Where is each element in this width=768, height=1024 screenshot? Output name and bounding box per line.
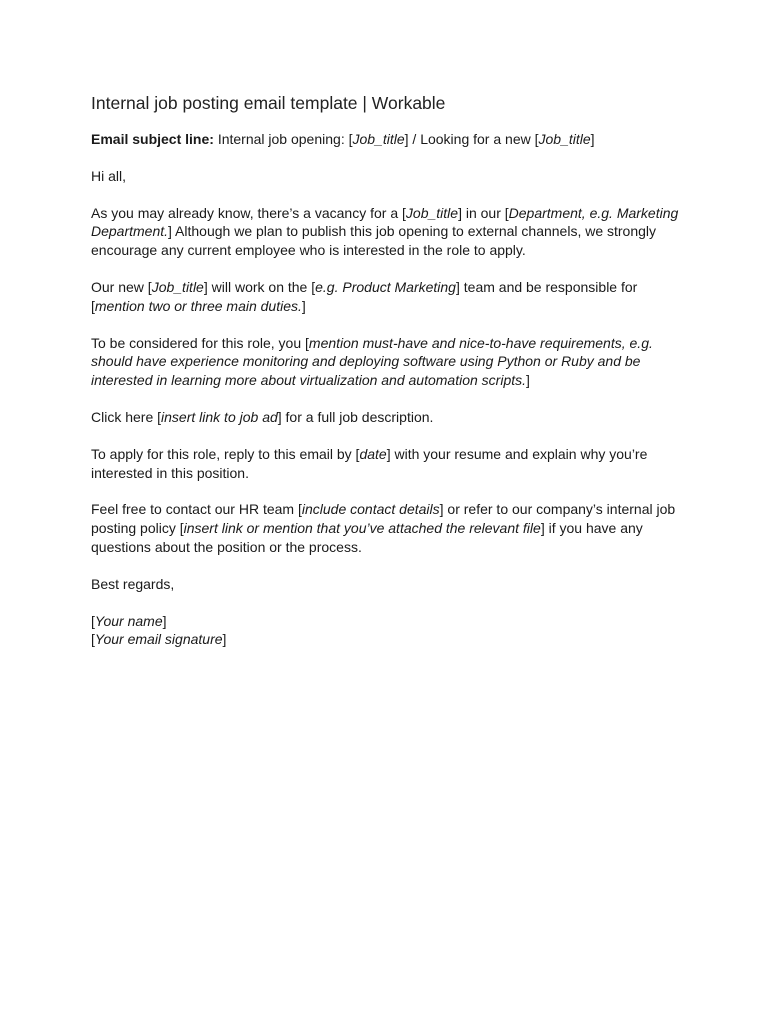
paragraph-role bbox=[91, 278, 691, 316]
paragraph-text: To apply for this role, reply to this email by [ bbox=[91, 445, 360, 462]
paragraph-text: As you may already know, there’s a vacancy for a [ bbox=[91, 204, 406, 221]
paragraph-apply bbox=[91, 445, 691, 483]
email-subject-line bbox=[91, 130, 691, 149]
placeholder-department: Department, e.g. Marketing Department. bbox=[91, 204, 679, 240]
subject-text: ] bbox=[590, 131, 595, 147]
paragraph-text: ] Although we plan to publish this job opening to external channels, we strongly encourage any current employee who is interested in the role to apply. bbox=[91, 223, 657, 259]
signature-name-line bbox=[91, 612, 691, 631]
placeholder-email-signature: Your email signature bbox=[94, 631, 223, 648]
paragraph-text: ] with your resume and explain why you’re interested in this position. bbox=[91, 445, 648, 481]
placeholder-policy-link: insert link or mention that you’ve attached the relevant file bbox=[183, 520, 541, 537]
subject-text: Internal job opening: [ bbox=[213, 131, 353, 147]
paragraph-text: To be considered for this role, you [ bbox=[91, 334, 309, 351]
paragraph-vacancy bbox=[91, 204, 691, 260]
placeholder-your-name: Your name bbox=[94, 612, 163, 629]
placeholder-job-ad-link: insert link to job ad bbox=[161, 408, 278, 425]
placeholder-job-title: Job_title bbox=[151, 278, 204, 295]
paragraph-text: ] for a full job description. bbox=[277, 408, 434, 425]
paragraph-text: ] bbox=[301, 297, 306, 314]
placeholder-date: date bbox=[359, 445, 387, 462]
paragraph-text: Feel free to contact our HR team [ bbox=[91, 501, 302, 518]
document-title: Internal job posting email template | Workable bbox=[91, 93, 446, 113]
bracket: [ bbox=[91, 612, 95, 629]
document-page bbox=[91, 92, 691, 649]
paragraph-text: ] will work on the [ bbox=[203, 278, 316, 295]
bracket: ] bbox=[222, 631, 227, 648]
placeholder-team: e.g. Product Marketing bbox=[315, 278, 456, 295]
paragraph-job-ad-link bbox=[91, 408, 691, 427]
subject-text: ] / Looking for a new [ bbox=[404, 131, 539, 147]
signature-email-line bbox=[91, 630, 691, 649]
placeholder-job-title: Job_title bbox=[405, 204, 459, 221]
paragraph-text: ] in our [ bbox=[458, 204, 509, 221]
paragraph-text: ] or refer to our company’s internal job posting policy [ bbox=[91, 501, 676, 537]
paragraph-text: Click here [ bbox=[91, 408, 162, 425]
paragraph-contact bbox=[91, 500, 691, 556]
paragraph-text: ] team and be responsible for [ bbox=[91, 278, 638, 314]
placeholder-duties: mention two or three main duties. bbox=[94, 297, 302, 314]
placeholder-contact-details: include contact details bbox=[301, 501, 440, 518]
closing: Best regards, bbox=[91, 575, 175, 592]
subject-label: Email subject line: bbox=[91, 131, 214, 147]
bracket: ] bbox=[162, 612, 167, 629]
placeholder-requirements: mention must-have and nice-to-have requirements, e.g. should have experience monitoring and deploying software using Python or Ruby and be interested in learning more about virtualization and automation scripts. bbox=[91, 334, 653, 389]
paragraph-requirements bbox=[91, 334, 691, 390]
bracket: [ bbox=[91, 631, 95, 648]
paragraph-text: ] bbox=[526, 372, 530, 389]
signature-block bbox=[91, 612, 691, 650]
greeting: Hi all, bbox=[91, 167, 127, 184]
paragraph-text: Our new [ bbox=[91, 278, 152, 295]
paragraph-text: ] if you have any questions about the position or the process. bbox=[91, 520, 643, 555]
subject-placeholder-job-title: Job_title bbox=[352, 131, 405, 147]
subject-placeholder-job-title: Job_title bbox=[538, 131, 591, 147]
